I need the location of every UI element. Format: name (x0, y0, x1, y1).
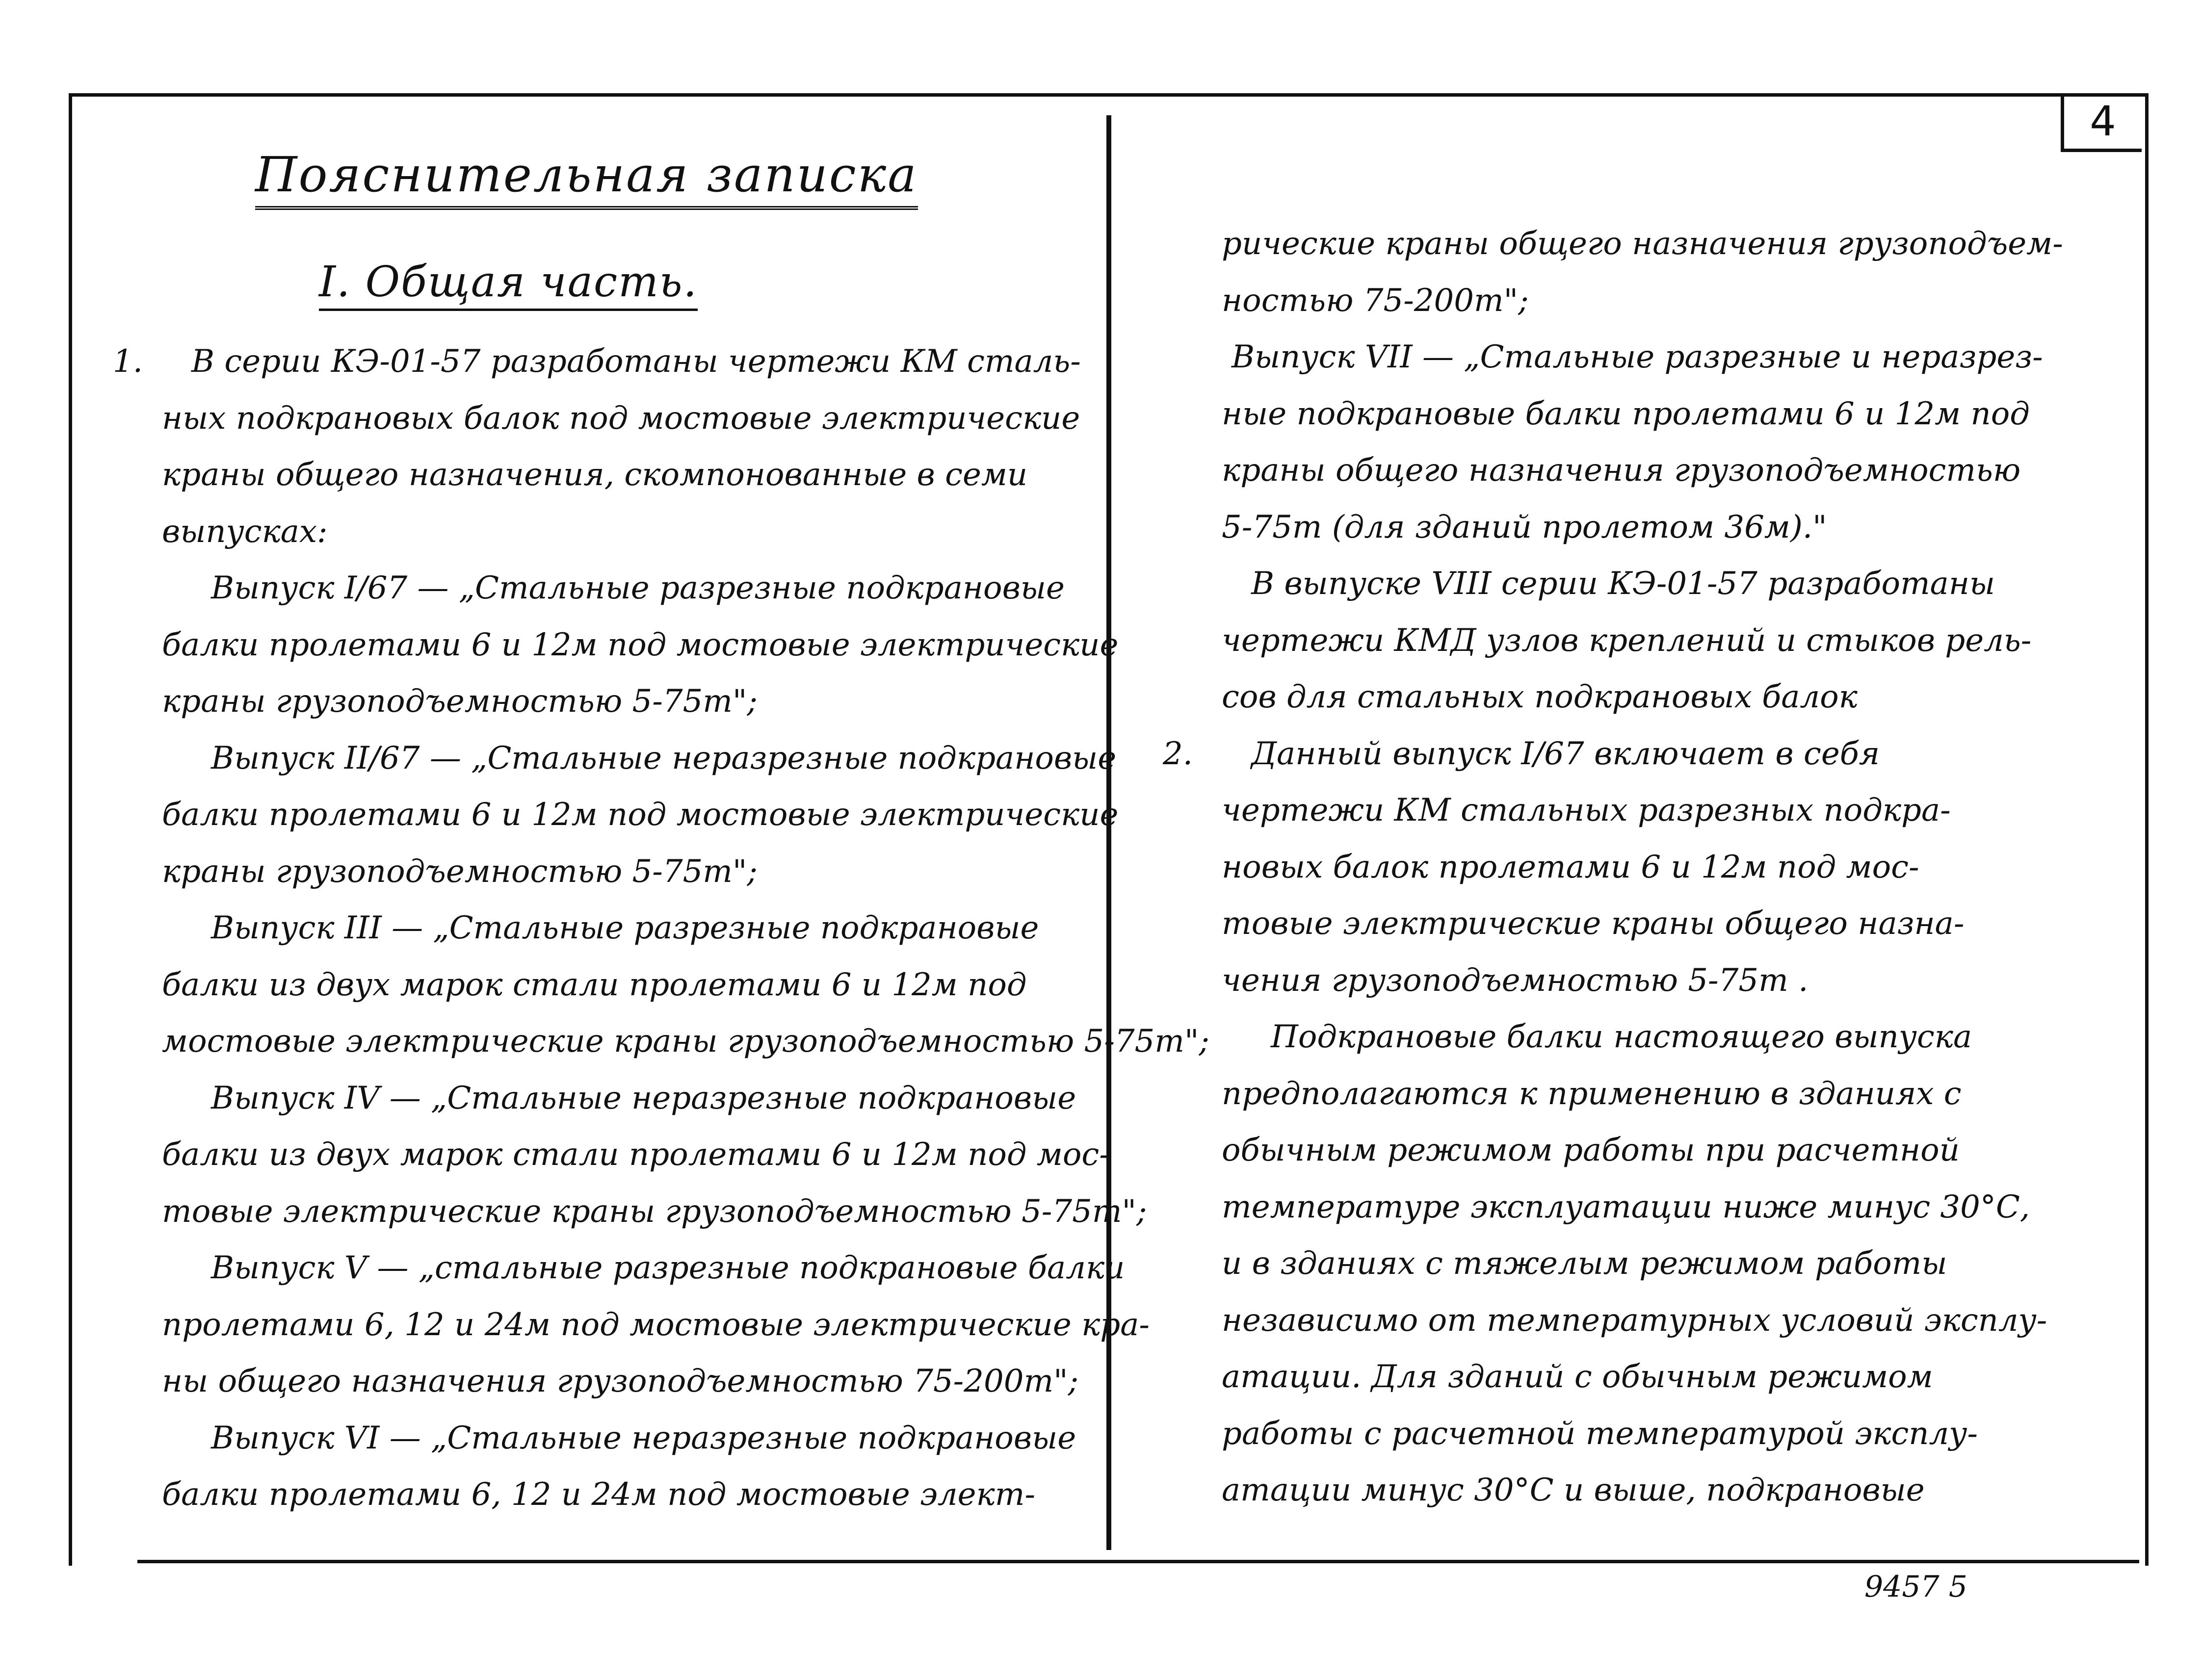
left-column (113, 334, 1209, 1524)
section-title: I. Общая часть. (319, 258, 698, 311)
right-column (1163, 216, 2115, 1519)
text-line: краны общего назначения грузоподъемностью (1222, 452, 2021, 489)
text-line: краны грузоподъемностью 5-75т"; (162, 853, 758, 890)
text-line: балки пролетами 6 и 12м под мостовые электрические (162, 626, 1119, 663)
text-line: краны грузоподъемностью 5-75т"; (162, 683, 758, 720)
text-line: чертежи КМ стальных разрезных подкра- (1222, 792, 1951, 828)
text-line: Подкрановые балки настоящего выпуска (1271, 1019, 1972, 1055)
text-line: Выпуск III — „Стальные разрезные подкрановые (211, 910, 1039, 946)
text-line: Выпуск VI — „Стальные неразрезные подкрановые (211, 1420, 1076, 1456)
text-line: ные подкрановые балки пролетами 6 и 12м под (1222, 395, 2030, 432)
text-line: ны общего назначения грузоподъемностью 75-200т"; (162, 1363, 1079, 1399)
text-line: новых балок пролетами 6 и 12м под мос- (1222, 849, 1919, 885)
text-line: Выпуск II/67 — „Стальные неразрезные подкрановые (211, 740, 1117, 776)
text-line: Выпуск V — „стальные разрезные подкрановые балки (211, 1250, 1125, 1286)
item-number: 1. (113, 343, 143, 380)
line-text: Данный выпуск I/67 включает в себя (1251, 735, 1880, 772)
text-line: чения грузоподъемностью 5-75т . (1222, 962, 1809, 999)
text-line: предполагаются к применению в зданиях с (1222, 1075, 1962, 1112)
item-number: 2. (1163, 735, 1193, 772)
text-line: краны общего назначения, скомпонованные в семи (162, 457, 1028, 493)
text-line: Выпуск VII — „Стальные разрезные и неразрез- (1232, 339, 2043, 375)
page-number-box: 4 (2061, 93, 2142, 152)
text-line: Выпуск I/67 — „Стальные разрезные подкрановые (211, 570, 1065, 606)
text-line: атации. Для зданий с обычным режимом (1222, 1359, 1933, 1395)
text-line: атации минус 30°С и выше, подкрановые (1222, 1472, 1925, 1508)
bottom-rule (137, 1560, 2139, 1563)
text-line: обычным режимом работы при расчетной (1222, 1132, 1960, 1168)
text-line: товые электрические краны общего назна- (1222, 905, 1965, 942)
text-line: балки из двух марок стали пролетами 6 и 12м под мос- (162, 1137, 1110, 1173)
text-line: балки пролетами 6 и 12м под мостовые электрические (162, 797, 1119, 833)
text-line: рические краны общего назначения грузоподъем- (1222, 226, 2063, 262)
line-text: В серии КЭ-01-57 разработаны чертежи КМ сталь- (191, 343, 1081, 380)
text-line: сов для стальных подкрановых балок (1222, 679, 1858, 715)
text-line: 5-75т (для зданий пролетом 36м)." (1222, 509, 1827, 545)
text-line: температуре эксплуатации ниже минус 30°С, (1222, 1189, 2030, 1225)
text-line: ностью 75-200т"; (1222, 282, 1529, 319)
text-line (1163, 726, 2115, 783)
text-line: независимо от температурных условий эксплу- (1222, 1302, 2047, 1339)
text-line: пролетами 6, 12 и 24м под мостовые электрические кра- (162, 1306, 1150, 1343)
text-line: выпусках: (162, 513, 328, 550)
text-line: работы с расчетной температурой эксплу- (1222, 1415, 1978, 1452)
text-line: В выпуске VIII серии КЭ-01-57 разработаны (1251, 566, 1995, 602)
footer-code: 9457 5 (1864, 1570, 1967, 1604)
text-line: товые электрические краны грузоподъемностью 5-75т"; (162, 1193, 1147, 1230)
text-line: чертежи КМД узлов креплений и стыков рель- (1222, 622, 2032, 659)
text-line: и в зданиях с тяжелым режимом работы (1222, 1245, 1947, 1282)
document-title: Пояснительная записка (255, 147, 918, 210)
text-line: балки из двух марок стали пролетами 6 и 12м под (162, 966, 1027, 1003)
text-line: балки пролетами 6, 12 и 24м под мостовые элект- (162, 1476, 1036, 1513)
text-line: Выпуск IV — „Стальные неразрезные подкрановые (211, 1080, 1076, 1116)
text-line: ных подкрановых балок под мостовые электрические (162, 400, 1080, 437)
text-line: мостовые электрические краны грузоподъемностью 5-75т"; (162, 1023, 1209, 1060)
text-line (113, 334, 1099, 390)
